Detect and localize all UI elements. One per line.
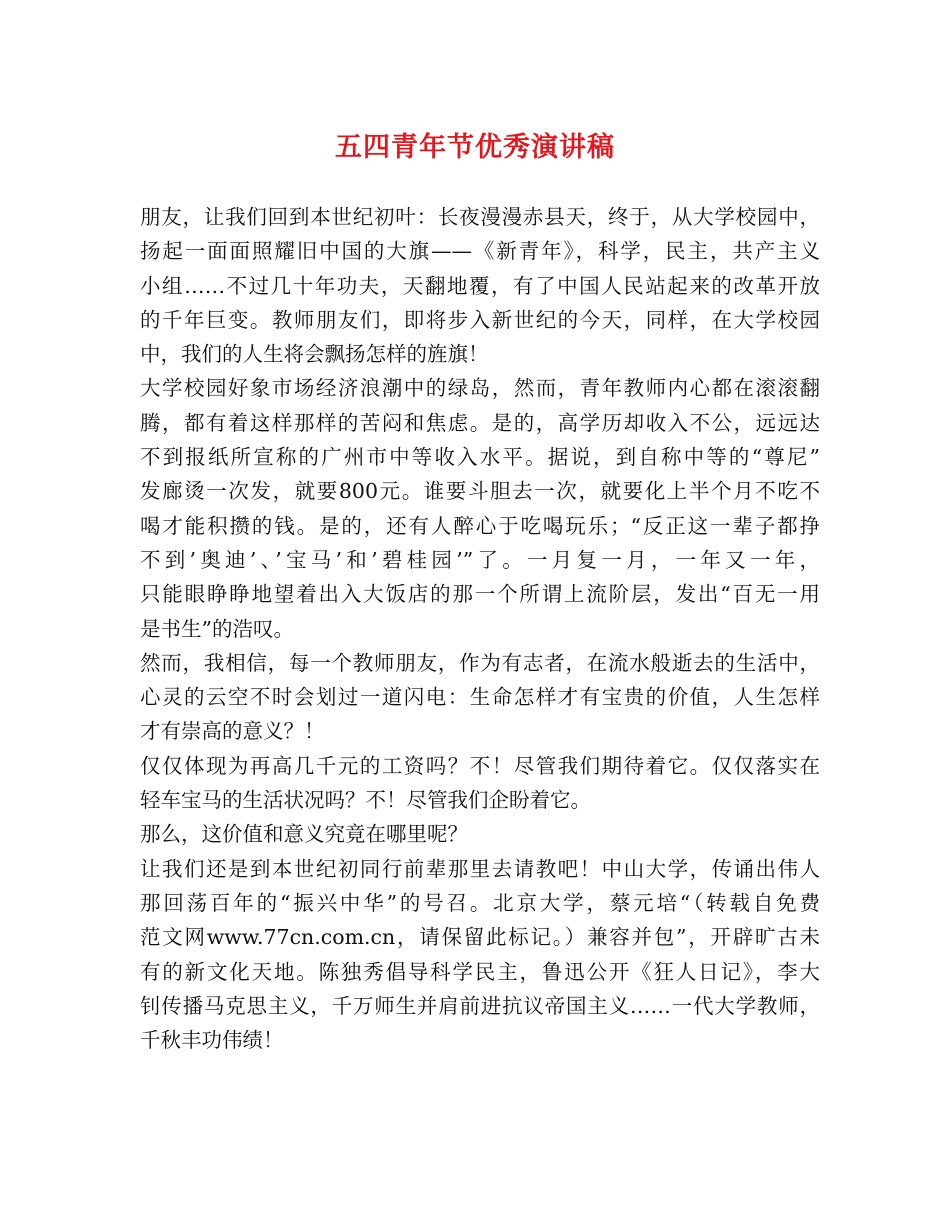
text-line: 中，我们的人生将会飘扬怎样的旌旗！ bbox=[140, 342, 489, 367]
text-line: 钊传播马克思主义，千万师生并肩前进抗议帝国主义……一代大学教师， bbox=[140, 993, 820, 1018]
text-line: 的千年巨变。教师朋友们，即将步入新世纪的今天，同样，在大学校园 bbox=[140, 307, 820, 332]
text-line: 轻车宝马的生活状况吗？不！尽管我们企盼着它。 bbox=[140, 788, 591, 813]
text-line: 那么，这价值和意义究竟在哪里呢？ bbox=[140, 822, 468, 847]
text-line: 千秋丰功伟绩！ bbox=[140, 1028, 284, 1053]
text-line: 是书生”的浩叹。 bbox=[140, 616, 294, 641]
text-line: 仅仅体现为再高几千元的工资吗？不！尽管我们期待着它。仅仅落实在 bbox=[140, 753, 820, 778]
text-line: 腾，都有着这样那样的苦闷和焦虑。是的，高学历却收入不公，远远达 bbox=[140, 410, 820, 435]
text-line: 大学校园好象市场经济浪潮中的绿岛，然而，青年教师内心都在滚滚翻 bbox=[140, 376, 820, 401]
text-line: 心灵的云空不时会划过一道闪电：生命怎样才有宝贵的价值，人生怎样 bbox=[140, 685, 820, 710]
text-line: 然而，我相信，每一个教师朋友，作为有志者，在流水般逝去的生活中， bbox=[140, 650, 820, 675]
text-line: 扬起一面面照耀旧中国的大旗——《新青年》，科学，民主，共产主义 bbox=[140, 239, 820, 264]
text-line: 不到’奥迪’、’宝马’和’碧桂园’”了。一月复一月，一年又一年， bbox=[140, 547, 820, 572]
document-title: 五四青年节优秀演讲稿 bbox=[335, 132, 615, 163]
text-line: 让我们还是到本世纪初同行前辈那里去请教吧！中山大学，传诵出伟人 bbox=[140, 856, 820, 881]
text-line: 发廊烫一次发，就要800元。谁要斗胆去一次，就要化上半个月不吃不 bbox=[140, 479, 820, 504]
text-line: 小组……不过几十年功夫，天翻地覆，有了中国人民站起来的改革开放 bbox=[140, 273, 820, 298]
document-body bbox=[140, 200, 820, 1057]
text-line: 不到报纸所宣称的广州市中等收入水平。据说，到自称中等的“尊尼” bbox=[140, 445, 820, 470]
text-line: 那回荡百年的“振兴中华”的号召。北京大学，蔡元培“（转载自免费 bbox=[140, 890, 820, 915]
text-line: 有的新文化天地。陈独秀倡导科学民主，鲁迅公开《狂人日记》，李大 bbox=[140, 959, 820, 984]
text-line: 喝才能积攒的钱。是的，还有人醉心于吃喝玩乐；“反正这一辈子都挣 bbox=[140, 513, 820, 538]
text-line: 才有崇高的意义？！ bbox=[140, 719, 325, 744]
text-line: 只能眼睁睁地望着出入大饭店的那一个所谓上流阶层，发出“百无一用 bbox=[140, 582, 820, 607]
text-line: 范文网www.77cn.com.cn，请保留此标记。）兼容并包”，开辟旷古未 bbox=[140, 925, 820, 950]
text-line: 朋友，让我们回到本世纪初叶：长夜漫漫赤县天，终于，从大学校园中， bbox=[140, 205, 820, 229]
